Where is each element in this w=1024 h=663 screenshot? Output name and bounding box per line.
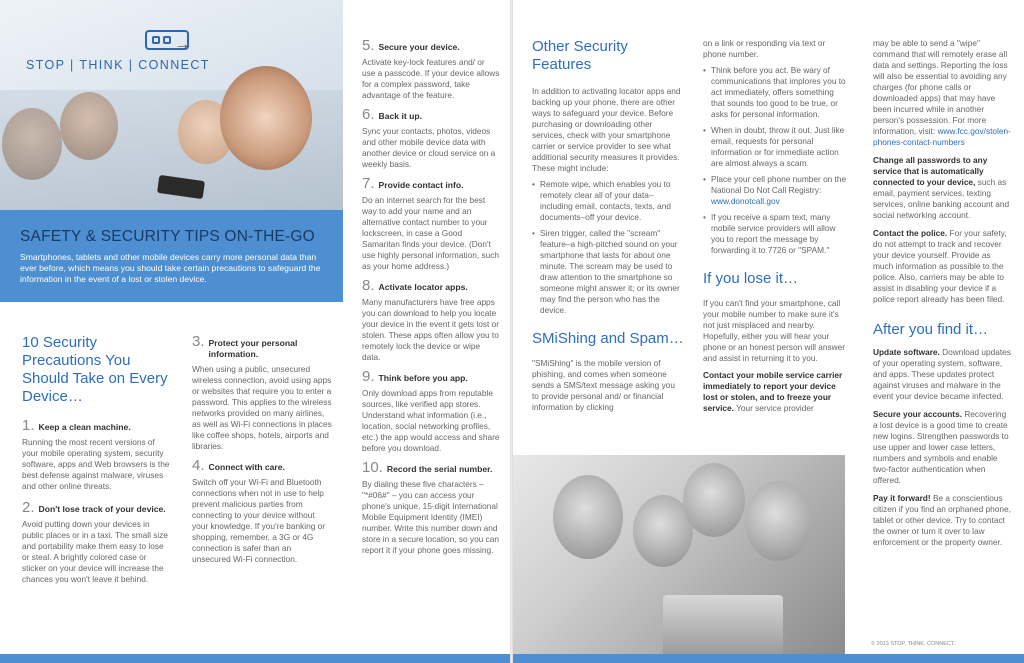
remote-wipe-bullet: • Remote wipe, which enables you to remotely clear all of your data– including email, contacts, texts, and documents–off your device. (532, 179, 684, 223)
photo-man-left (553, 475, 623, 559)
find-it-bold: Secure your accounts. (873, 409, 962, 419)
find-it-heading: After you find it… (873, 321, 989, 338)
tip-number: 9. (362, 368, 375, 385)
tip-3 (192, 333, 332, 452)
lose-it-body: If you can't find your smartphone, call your mobile number to make sure it's not just misplaced and nearby. Hopefully, either you will hear your phone or an honest person will answer and assist in returning it to you. (703, 298, 846, 363)
family-photo (513, 455, 845, 654)
tip-8 (362, 277, 500, 363)
column-lose-it-cont (873, 38, 1013, 548)
precautions-column-2 (192, 333, 332, 565)
tip-10 (362, 459, 500, 556)
police-bold: Contact the police. (873, 228, 948, 238)
brand-logo (0, 0, 230, 90)
police-para (873, 228, 1013, 305)
tip-body: By dialing these five characters – "*#06#" – you can access your phone's unique, 15-digit International Mobile Equipment Identity (IMEI) number. Write this number down and store in a secure location, so you can report it if your phone goes missing. (362, 479, 499, 555)
smishing-cont: on a link or responding via text or phone number. (703, 38, 826, 59)
precautions-column-1 (22, 334, 170, 585)
wipe-text: may be able to send a "wipe" command that will remotely erase all data and settings. Reporting the loss will also be essential to avoiding any charges (for phone calls or downloaded apps) that may have been incurred while in another person's possession. For more information, visit: (873, 38, 1008, 136)
smishing-bullet-3 (703, 174, 848, 207)
tip-body: Only download apps from reputable sources, like verified app stores. Understand what information (i.e., location, social networking profiles, etc.) the app would access and share before you download. (362, 388, 500, 453)
right-page (513, 0, 1024, 663)
tip-title: Back it up. (378, 111, 422, 121)
precautions-heading: 10 Security Precautions You Should Take on Every Device… (22, 334, 168, 405)
donotcall-link[interactable]: www.donotcall.gov (711, 196, 780, 206)
tip-title: Don't lose track of your device. (38, 504, 166, 514)
bottom-bar-right (513, 654, 1024, 663)
hero-adult-center (60, 92, 118, 160)
hero-boy (220, 66, 312, 170)
lose-it-heading: If you lose it… (703, 270, 799, 287)
tip-title: Record the serial number. (386, 464, 493, 474)
tip-body: When using a public, unsecured wireless connection, avoid using apps or websites that require you to enter a password. This applies to the wireless networks provided on many airlines, as well as Wi-Fi connections in places like coffee shops, hotels, airports and libraries. (192, 364, 332, 451)
tip-5 (362, 37, 500, 101)
photo-man-right (745, 481, 811, 561)
tip-title: Provide contact info. (378, 180, 464, 190)
tip-number: 6. (362, 106, 375, 123)
tip-body: Switch off your Wi-Fi and Bluetooth connections when not in use to help prevent malicious parties from connecting to your device without your knowledge. If you're banking or shopping, remember, a 3G or 4G connection is safer than an unsecured Wi-Fi connection. (192, 477, 326, 564)
photo-woman-right (683, 463, 745, 537)
banner-title: SAFETY & SECURITY TIPS ON-THE-GO (20, 228, 315, 245)
logo-icon: → (145, 30, 189, 50)
tip-body: Many manufacturers have free apps you can download to help you locate your device in the event it gets lost or stolen. These apps often allow you to remotely lock the device or wipe data. (362, 297, 499, 362)
precautions-column-3 (362, 37, 500, 556)
find-it-item-3 (873, 493, 1013, 548)
banner-intro: Smartphones, tablets and other mobile devices carry more personal data than ever before, which means you should take certain precautions to safeguard the information in the event of a lost or stolen device. (20, 252, 321, 284)
smishing-bullet-2: • When in doubt, throw it out. Just like email, requests for personal information or for immediate action are almost always a scam. (703, 125, 848, 169)
passwords-text: such as email, payment services, texting services, online banking account and social networking account. (873, 177, 1010, 220)
smishing-bullet-1: • Think before you act. Be wary of communications that implores you to act immediately, offers something that sounds too good to be true, or asks for personal information. (703, 65, 848, 120)
passwords-bold: Change all passwords to any service that is automatically connected to your device, (873, 155, 988, 187)
contact-carrier-bold: Contact your mobile service carrier immediately to report your device lost or stolen, and to freeze your service. (703, 370, 843, 413)
find-it-item-1 (873, 347, 1013, 402)
find-it-bold: Pay it forward! (873, 493, 931, 503)
copyright: © 2013 STOP. THINK. CONNECT. (871, 641, 956, 647)
tip-number: 7. (362, 175, 375, 192)
hero-photo (0, 0, 343, 212)
contact-carrier-text: Your service provider (736, 403, 814, 413)
tip-number: 2. (22, 499, 35, 516)
hero-adult-left (2, 108, 62, 180)
find-it-item-2 (873, 409, 1013, 486)
tip-title: Protect your personal information. (208, 338, 298, 359)
tip-4 (192, 457, 332, 565)
tip-number: 5. (362, 37, 375, 54)
find-it-text: Recovering a lost device is a good time to create new logins. Strengthen passwords to use upper and lower case letters, numbers and symbols and enable two-factor authentication when offered. (873, 409, 1009, 485)
police-text: For your safety, do not attempt to track and recover your device yourself. Provide as much information as possible to the police. Also, carriers may be able to assist in disabling your device if a police report already has been filed. (873, 228, 1007, 304)
registry-text: Place your cell phone number on the National Do Not Call Registry: (711, 174, 847, 195)
tip-body: Running the most recent versions of your mobile operating system, security software, apps and Web browsers is the best defense against malware, viruses and other online threats. (22, 437, 170, 491)
column-smishing-cont (703, 38, 848, 414)
tip-body: Activate key-lock features and/ or use a passcode. If your device allows for a complex password, take advantage of the feature. (362, 57, 500, 100)
find-it-text: Download updates of your operating system, software, and apps. These updates protect against viruses and malware in the event your device became infected. (873, 347, 1011, 401)
tip-body: Avoid putting down your devices in public places or in a taxi. The small size and portability make them easy to lose or steal. A brightly colored case or sticker on your device will increase the chances you won't leave it behind. (22, 519, 169, 584)
tip-title: Think before you app. (378, 373, 468, 383)
tip-6 (362, 106, 500, 170)
bottom-bar-left (0, 654, 510, 663)
find-it-text: Be a conscientious citizen if you find an orphaned phone, tablet or other device. Try to contact the owner or turn it over to law enforcement or the property owner. (873, 493, 1011, 547)
tip-number: 10. (362, 459, 383, 476)
tip-1 (22, 417, 170, 492)
other-security-intro: In addition to activating locator apps and backing up your phone, there are other ways to safeguard your device. Before purchasing or downloading other services, check with your smartphone carrier or service provider to see what additional security measures it provides. These might include: (532, 86, 681, 173)
tip-2 (22, 499, 170, 585)
title-banner (0, 210, 343, 302)
smishing-heading: SMiShing and Spam… (532, 330, 684, 347)
tip-title: Connect with care. (208, 462, 285, 472)
tip-7 (362, 175, 500, 272)
logo-text: STOP | THINK | CONNECT (26, 58, 210, 72)
tip-title: Secure your device. (378, 42, 460, 52)
tip-number: 8. (362, 277, 375, 294)
other-security-heading: Other Security Features (532, 38, 628, 73)
tip-body: Do an internet search for the best way to add your name and an alternative contact number to your lockscreen, in case a Good Samaritan finds your device. (Don't use highly personal information, such as your home address.) (362, 195, 499, 271)
tip-9 (362, 368, 500, 454)
siren-bullet: • Siren trigger, called the "scream" feature–a high-pitched sound on your smartphone that lasts for about one minute. The scream may be used to draw attention to the smartphone so someone might answer it; or its owner may find the person who has the device. (532, 228, 684, 316)
left-page (0, 0, 510, 663)
passwords-para (873, 155, 1013, 221)
tip-body: Sync your contacts, photos, videos and other mobile device data with another device or cloud service on a weekly basis. (362, 126, 496, 169)
fcc-link[interactable]: www.fcc.gov/stolen-phones-contact-numbers (873, 126, 1011, 147)
tip-number: 3. (192, 333, 205, 350)
find-it-bold: Update software. (873, 347, 940, 357)
lose-it-contact (703, 370, 848, 414)
column-other-security (532, 38, 684, 413)
photo-laptop (663, 595, 783, 654)
lose-it-cont (873, 38, 1013, 148)
smishing-bullet-4: • If you receive a spam text, many mobile service providers will allow you to report the message by forwarding it to 7726 or "SPAM." (703, 212, 848, 256)
smishing-body: "SMiShing" is the mobile version of phishing, and comes when someone sends a SMS/text message asking you to provide personal and/ or financial information by clicking (532, 358, 675, 412)
tip-title: Activate locator apps. (378, 282, 468, 292)
tip-number: 4. (192, 457, 205, 474)
tip-number: 1. (22, 417, 35, 434)
tip-title: Keep a clean machine. (38, 422, 131, 432)
